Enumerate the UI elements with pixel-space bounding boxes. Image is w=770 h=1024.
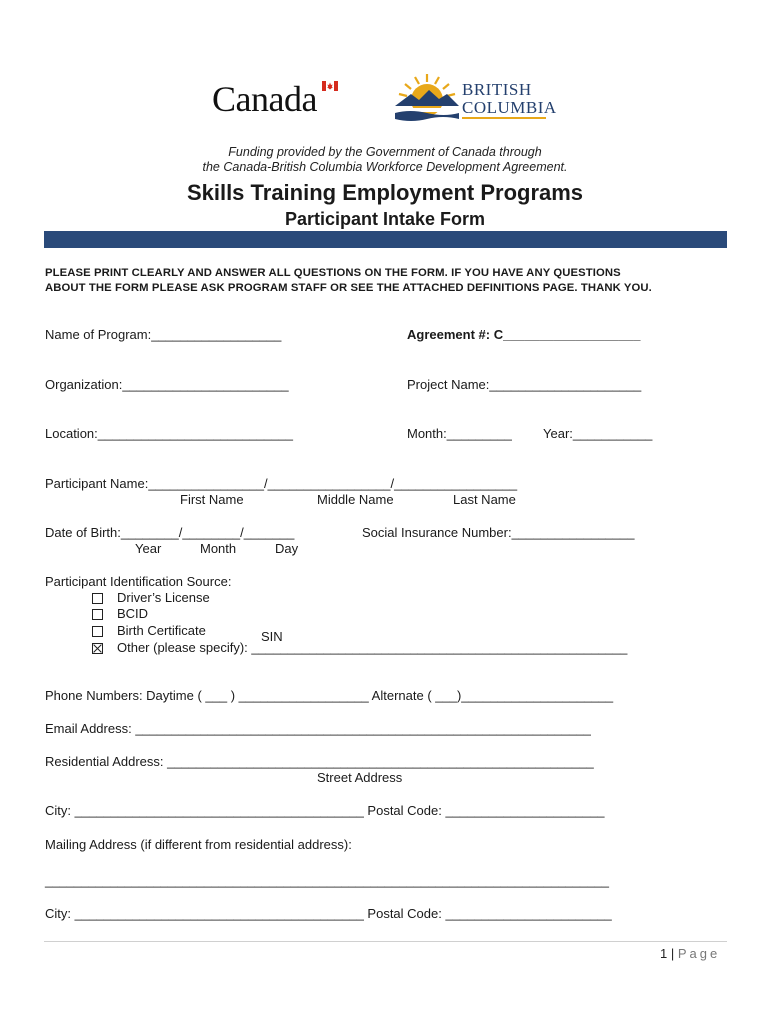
year-field[interactable]: Year:___________ xyxy=(543,426,653,441)
footer-divider xyxy=(44,941,727,942)
participant-name-field[interactable]: Participant Name:________________/_________________/_________________ xyxy=(45,476,518,491)
page-label: Page xyxy=(677,946,721,961)
page-separator: | xyxy=(670,946,675,961)
drivers-license-checkbox[interactable] xyxy=(92,593,103,604)
city-postal-field[interactable]: City: ________________________________________ Postal Code: ______________________ xyxy=(45,803,605,818)
page-title: Skills Training Employment Programs xyxy=(186,180,584,205)
mailing-address-label: Mailing Address (if different from residential address): xyxy=(45,837,352,852)
id-source-label: Participant Identification Source: xyxy=(45,574,232,589)
date-of-birth-field[interactable]: Date of Birth:________/________/_______ xyxy=(45,525,295,540)
organization-field[interactable]: Organization:_______________________ xyxy=(45,377,289,392)
sin-field[interactable]: Social Insurance Number:_________________ xyxy=(362,525,635,540)
birth-certificate-checkbox[interactable] xyxy=(92,626,103,637)
page-subtitle: Participant Intake Form xyxy=(284,209,486,229)
other-specify-value[interactable]: SIN xyxy=(261,629,283,644)
agreement-number-field[interactable]: Agreement #: C___________________ xyxy=(407,327,641,342)
project-name-field[interactable]: Project Name:_____________________ xyxy=(407,377,642,392)
street-address-label: Street Address xyxy=(317,770,403,785)
mailing-address-field[interactable]: ______________________________________________________________________________ xyxy=(45,873,609,888)
page-number-footer xyxy=(660,946,720,961)
last-name-label: Last Name xyxy=(453,492,516,507)
other-specify-field[interactable]: Other (please specify): ____________________________________________________ xyxy=(117,640,628,655)
name-of-program-field[interactable]: Name of Program:__________________ xyxy=(45,327,282,342)
canada-flag-icon xyxy=(322,81,338,91)
dob-month-label: Month xyxy=(200,541,237,556)
canada-wordmark: Canada xyxy=(212,79,317,119)
birth-certificate-label: Birth Certificate xyxy=(117,623,206,638)
instructions-line-2: ABOUT THE FORM PLEASE ASK PROGRAM STAFF OR SEE THE ATTACHED DEFINITIONS PAGE. THANK YOU. xyxy=(45,282,652,294)
dob-day-label: Day xyxy=(275,541,299,556)
month-field[interactable]: Month:_________ xyxy=(407,426,512,441)
bc-wordmark-line1: BRITISH xyxy=(462,80,532,99)
bc-sun-mountains-icon xyxy=(393,72,461,122)
residential-address-field[interactable]: Residential Address: ___________________________________________________________ xyxy=(45,754,594,769)
bc-wordmark-line2: COLUMBIA xyxy=(462,98,557,117)
drivers-license-label: Driver’s License xyxy=(117,590,210,605)
page-number: 1 xyxy=(660,946,668,961)
funding-line-2: the Canada-British Columbia Workforce Development Agreement. xyxy=(202,160,568,174)
other-checkbox[interactable] xyxy=(92,643,103,654)
mailing-city-postal-field[interactable]: City: ________________________________________ Postal Code: _______________________ xyxy=(45,906,612,921)
bc-gold-underline xyxy=(462,117,546,119)
instructions-line-1: PLEASE PRINT CLEARLY AND ANSWER ALL QUESTIONS ON THE FORM. IF YOU HAVE ANY QUESTIONS xyxy=(45,267,621,279)
dob-year-label: Year xyxy=(135,541,162,556)
location-field[interactable]: Location:___________________________ xyxy=(45,426,293,441)
email-address-field[interactable]: Email Address: _______________________________________________________________ xyxy=(45,721,591,736)
phone-numbers-field[interactable]: Phone Numbers: Daytime ( ___ ) __________________ Alternate ( ___)_____________________ xyxy=(45,688,614,703)
middle-name-label: Middle Name xyxy=(317,492,394,507)
bcid-checkbox[interactable] xyxy=(92,609,103,620)
first-name-label: First Name xyxy=(180,492,244,507)
bcid-label: BCID xyxy=(117,606,149,621)
header-bar xyxy=(44,231,727,248)
funding-line-1: Funding provided by the Government of Canada through xyxy=(228,145,542,159)
